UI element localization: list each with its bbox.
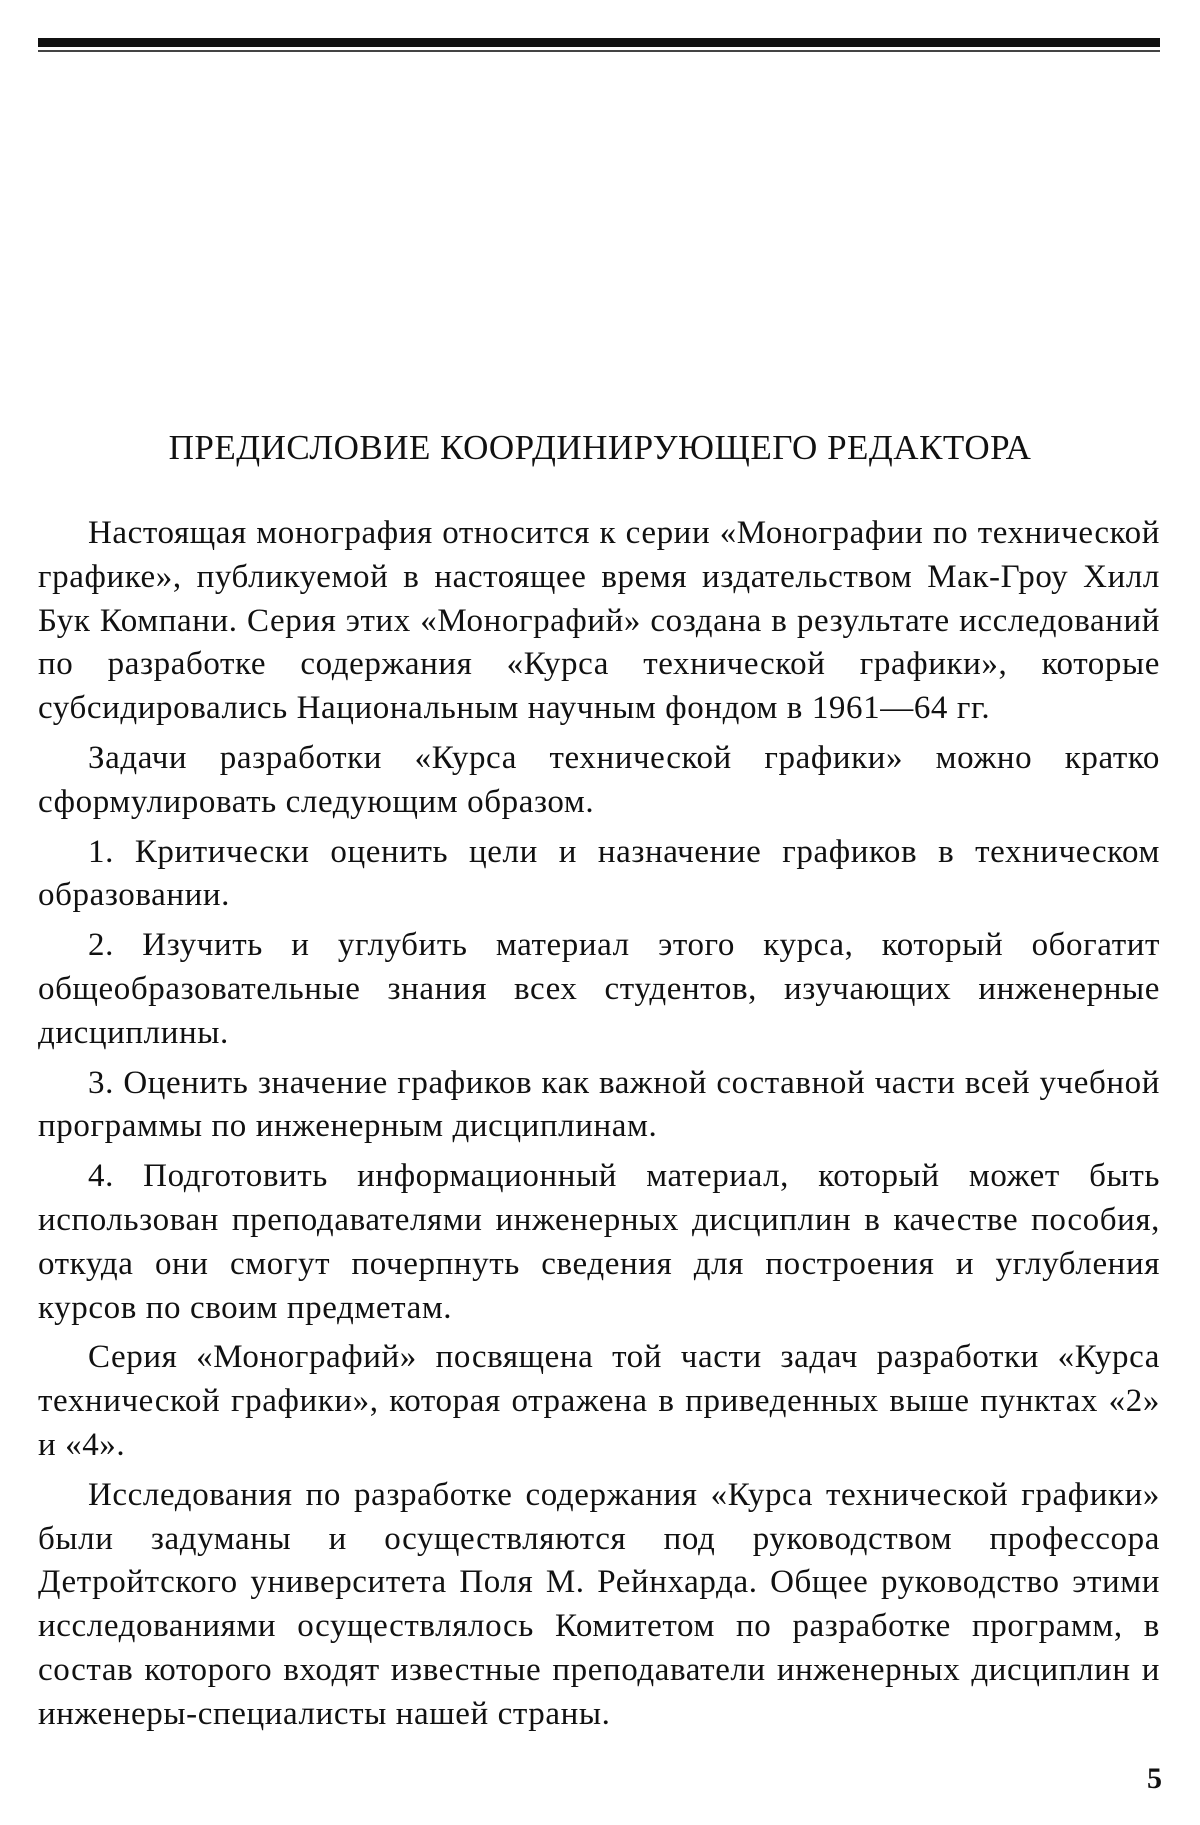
paragraph-intro: Настоящая монография относится к серии «Монографии по технической графике», публикуемой в настоящее время издательством Мак-Гроу Хилл Бук Компани. Серия этих «Монографий» создана в результате исследований по разработке содержания «Курса технической графики», которые субсидировались Национальным научным фондом в 1961—64 гг. <box>38 515 1160 727</box>
top-rule-secondary <box>38 50 1160 52</box>
paragraph-task-3: 3. Оценить значение графиков как важной составной части всей учебной программы по инженерным дисциплинам. <box>38 1064 1160 1145</box>
page-number: 5 <box>1147 1762 1162 1795</box>
paragraph-task-4: 4. Подготовить информационный материал, который может быть использован преподавателями инженерных дисциплин в качестве пособия, откуда они смогут почерпнуть сведения для построения и углубления курсов по своим предметам. <box>38 1158 1160 1326</box>
paragraph-research: Исследования по разработке содержания «Курса технической графики» были задуманы и осуществляются под руководством профессора Детройтского университета Поля М. Рейнхарда. Общее руководство этими исследованиями осуществлялось Комитетом по разработке программ, в состав которого входят известные преподаватели инженерных дисциплин и инженеры-специалисты нашей страны. <box>38 1476 1160 1732</box>
paragraph-task-2: 2. Изучить и углубить материал этого курса, который обогатит общеобразовательные знания всех студентов, изучающих инженерные дисциплины. <box>38 927 1160 1051</box>
paragraph-tasks: Задачи разработки «Курса технической графики» можно кратко сформулировать следующим образом. <box>38 739 1160 820</box>
body-text <box>38 512 1160 1743</box>
paragraph-task-1: 1. Критически оценить цели и назначение графиков в техническом образовании. <box>38 833 1160 914</box>
paragraph-series: Серия «Монографий» посвящена той части задач разработки «Курса технической графики», которая отражена в приведенных выше пунктах «2» и «4». <box>38 1339 1160 1463</box>
page-title: ПРЕДИСЛОВИЕ КООРДИНИРУЮЩЕГО РЕДАКТОРА <box>168 428 1032 467</box>
top-rule <box>38 38 1160 47</box>
